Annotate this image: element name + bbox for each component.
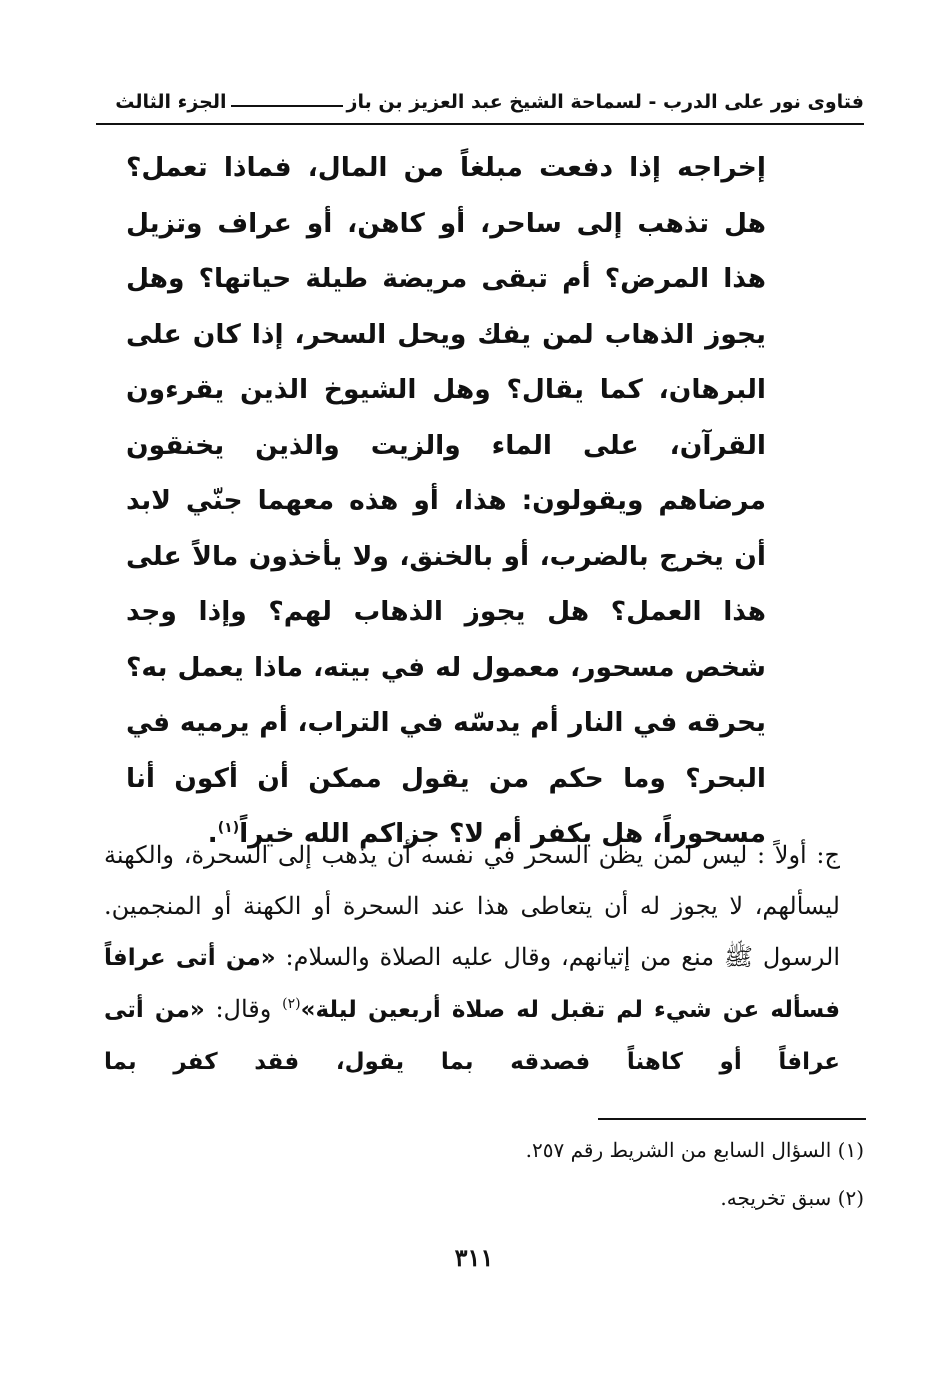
running-header <box>96 84 864 120</box>
header-divider <box>96 123 864 125</box>
question-text: إخراجه إذا دفعت مبلغاً من المال، فماذا تعمل؟ هل تذهب إلى ساحر، أو كاهن، أو عراف وتزيل هذا المرض؟ أم تبقى مريضة طيلة حياتها؟ وهل يجوز الذهاب لمن يفك ويحل السحر، إذا كان على البرهان، كما يقال؟ وهل الشيوخ الذين يقرءون القرآن، على الماء والزيت والذين يخنقون مرضاهم ويقولون: هذا، أو هذه معهما جنّي لابد أن يخرج بالضرب، أو بالخنق، ولا يأخذون مالاً على هذا العمل؟ هل يجوز الذهاب لهم؟ وإذا وجد شخص مسحور، معمول له في بيته، ماذا يعمل به؟ يحرقه في النار أم يدسّه في التراب، أم يرميه في البحر؟ وما حكم من يقول ممكن أن أكون أنا مسحوراً، هل يكفر أم لا؟ جزاكم الله خيراً <box>126 152 766 849</box>
header-dash-rule <box>231 105 343 107</box>
footnote-2: (٢) سبق تخريجه. <box>720 1186 864 1210</box>
footnote-ref-2: (٢) <box>282 996 301 1012</box>
header-title: فتاوى نور على الدرب - لسماحة الشيخ عبد العزيز بن باز <box>346 91 864 113</box>
question-end: . <box>207 818 218 849</box>
question-paragraph <box>126 140 766 862</box>
page-number: ٣١١ <box>454 1243 494 1272</box>
answer-text-2: وقال: <box>204 995 283 1023</box>
answer-text-1: ج: أولاً : ليس لمن يظن السحر في نفسه أن يذهب إلى السحرة، والكهنة ليسألهم، لا يجوز له أن يتعاطى هذا عند السحرة أو الكهنة أو المنجمين. الرسول ﷺ منع من إتيانهم، وقال عليه الصلاة والسلام: <box>104 841 840 971</box>
hadith-quote-1: «من أتى عرافاً فسأله عن شيء لم تقبل له صلاة أربعين ليلة» <box>104 945 841 1023</box>
header-part: الجزء الثالث <box>115 91 227 113</box>
answer-paragraph <box>104 830 840 1088</box>
footnote-divider <box>598 1118 866 1120</box>
footnote-ref-1: (١) <box>217 820 240 837</box>
footnote-1: (١) السؤال السابع من الشريط رقم ٢٥٧. <box>525 1138 864 1162</box>
hadith-quote-2: «من أتى عرافاً أو كاهناً فصدقه بما يقول، فقد كفر بما <box>104 997 840 1075</box>
footnotes <box>300 1126 864 1222</box>
